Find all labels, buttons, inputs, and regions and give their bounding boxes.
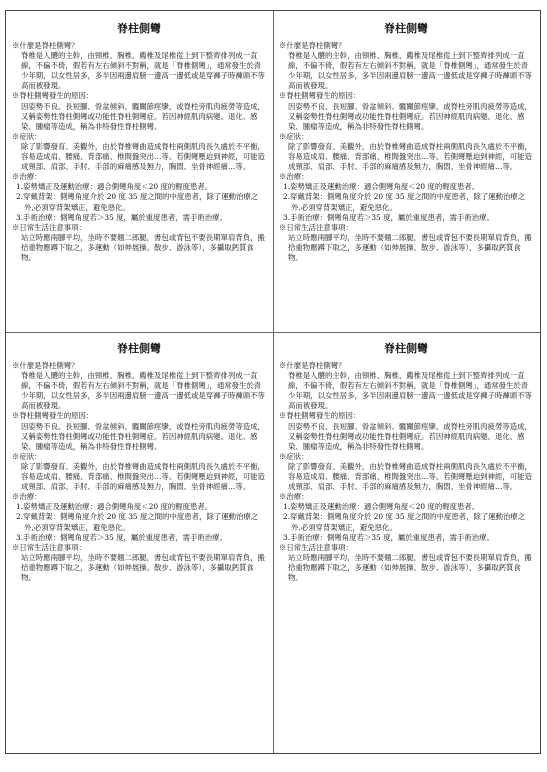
section-symptom-body: 除了影響發育、美觀外，由於脊椎彎曲造成脊柱兩側肌肉長久處於不平衡，容易造成肩、腰痛、背部痛、椎間盤突出…等。若側彎壓迫到神經，可能造成頸部、肩部、手肘、手部的麻痛感及無力，胸悶、坐骨神經痛…等。 bbox=[21, 461, 265, 492]
section-symptom-body: 除了影響發育、美觀外，由於脊椎彎曲造成脊柱兩側肌肉長久處於不平衡，容易造成肩、腰痛、背部痛、椎間盤突出…等。若側彎壓迫到神經，可能造成頸部、肩部、手肘、手部的麻痛感及無力，胸悶、坐骨神經痛…等。 bbox=[21, 141, 265, 172]
section-cause-heading: ※脊柱側彎發生的原因： bbox=[279, 91, 361, 101]
horizontal-cut-line bbox=[6, 332, 540, 333]
card-title: 脊柱側彎 bbox=[117, 342, 161, 355]
treatment-item: 2.穿戴背架：側彎角度介於 20 度 35 度之間的中度患者，除了運動治療之外,必須穿背架矯正，避免惡化。 bbox=[283, 512, 526, 532]
section-symptom-heading: ※症狀： bbox=[12, 131, 42, 141]
section-what-heading: ※什麼是脊柱側彎？ bbox=[279, 41, 346, 50]
treatment-item: 3.手術治療：側彎角度若＞35 度，屬於重度患者，需手術治療。 bbox=[283, 532, 494, 542]
info-card-top-left bbox=[12, 22, 266, 322]
card-title: 脊柱側彎 bbox=[384, 342, 428, 355]
section-daily-body: 站立時應兩腳平均，坐時不要翹二郎腿，書包或背包不要長期單肩背負，搬拾重物應蹲下取之，多運動（如伸展操、散步、游泳等），多攝取鈣質食物。 bbox=[288, 232, 532, 262]
section-treatment-heading: ※治療： bbox=[12, 492, 42, 502]
section-cause-heading: ※脊柱側彎發生的原因： bbox=[279, 411, 361, 421]
section-daily-heading: ※日常生活注意事項： bbox=[12, 542, 86, 552]
treatment-item: 2.穿戴背架：側彎角度介於 20 度 35 度之間的中度患者，除了運動治療之外,必須穿背架矯正，避免惡化。 bbox=[16, 192, 259, 212]
section-cause-body: 因姿勢不良、長短腳、骨盆傾斜、髖關節痙攣，或脊柱旁肌肉疲勞等造成，又稱姿勢性脊柱側彎或功能性脊柱側彎症。若因神經肌肉病變、退化、感染、腫瘤等造成，稱為非特發性脊柱側彎。 bbox=[21, 421, 265, 451]
section-daily-heading: ※日常生活注意事項： bbox=[279, 222, 353, 232]
section-treatment-heading: ※治療： bbox=[12, 172, 42, 182]
section-what-body: 脊椎是人體的主幹，由頸椎、胸椎、薦椎及尾椎從上到下整齊排列成一直線，不偏不倚，假若有左右傾斜不對稱，就是「脊椎側彎」，通常發生於青少年期，以女性居多，多半因兩邊肩膀一邊高一邊低或是穿褲子時褲頭不等高而被發現。 bbox=[21, 371, 265, 411]
section-treatment-heading: ※治療： bbox=[279, 492, 309, 502]
section-daily-heading: ※日常生活注意事項： bbox=[279, 542, 353, 552]
info-card-bottom-left bbox=[12, 342, 266, 642]
card-title: 脊柱側彎 bbox=[117, 22, 161, 35]
section-what-heading: ※什麼是脊柱側彎？ bbox=[12, 361, 79, 370]
treatment-item: 3.手術治療：側彎角度若＞35 度，屬於重度患者，需手術治療。 bbox=[16, 532, 227, 542]
info-card-top-right bbox=[279, 22, 533, 322]
section-cause-body: 因姿勢不良、長短腳、骨盆傾斜、髖關節痙攣，或脊柱旁肌肉疲勞等造成，又稱姿勢性脊柱側彎或功能性脊柱側彎症。若因神經肌肉病變、退化、感染、腫瘤等造成，稱為非特發性脊柱側彎。 bbox=[288, 101, 532, 131]
card-title: 脊柱側彎 bbox=[384, 22, 428, 35]
section-cause-heading: ※脊柱側彎發生的原因： bbox=[12, 411, 94, 421]
treatment-item: 3.手術治療：側彎角度若＞35 度，屬於重度患者，需手術治療。 bbox=[16, 212, 227, 222]
treatment-item: 1.姿勢矯正及運動治療：適合側彎角度＜20 度的輕度患者。 bbox=[16, 502, 213, 512]
treatment-item: 1.姿勢矯正及運動治療：適合側彎角度＜20 度的輕度患者。 bbox=[283, 502, 480, 512]
treatment-item: 2.穿戴背架：側彎角度介於 20 度 35 度之間的中度患者，除了運動治療之外,必須穿背架矯正，避免惡化。 bbox=[283, 192, 526, 212]
section-symptom-heading: ※症狀： bbox=[279, 131, 309, 141]
section-what-heading: ※什麼是脊柱側彎？ bbox=[279, 361, 346, 370]
section-daily-body: 站立時應兩腳平均，坐時不要翹二郎腿，書包或背包不要長期單肩背負，搬拾重物應蹲下取之，多運動（如伸展操、散步、游泳等），多攝取鈣質食物。 bbox=[21, 232, 265, 262]
info-card-bottom-right bbox=[279, 342, 533, 642]
section-symptom-heading: ※症狀： bbox=[279, 451, 309, 461]
section-what-body: 脊椎是人體的主幹，由頸椎、胸椎、薦椎及尾椎從上到下整齊排列成一直線，不偏不倚，假若有左右傾斜不對稱，就是「脊椎側彎」，通常發生於青少年期，以女性居多，多半因兩邊肩膀一邊高一邊低或是穿褲子時褲頭不等高而被發現。 bbox=[21, 51, 265, 91]
section-cause-body: 因姿勢不良、長短腳、骨盆傾斜、髖關節痙攣，或脊柱旁肌肉疲勞等造成，又稱姿勢性脊柱側彎或功能性脊柱側彎症。若因神經肌肉病變、退化、感染、腫瘤等造成，稱為非特發性脊柱側彎。 bbox=[21, 101, 265, 131]
vertical-cut-line bbox=[273, 11, 274, 753]
treatment-item: 2.穿戴背架：側彎角度介於 20 度 35 度之間的中度患者，除了運動治療之外,必須穿背架矯正，避免惡化。 bbox=[16, 512, 259, 532]
section-daily-heading: ※日常生活注意事項： bbox=[12, 222, 86, 232]
section-what-body: 脊椎是人體的主幹，由頸椎、胸椎、薦椎及尾椎從上到下整齊排列成一直線，不偏不倚，假若有左右傾斜不對稱，就是「脊椎側彎」，通常發生於青少年期，以女性居多，多半因兩邊肩膀一邊高一邊低或是穿褲子時褲頭不等高而被發現。 bbox=[288, 51, 532, 91]
treatment-item: 1.姿勢矯正及運動治療：適合側彎角度＜20 度的輕度患者。 bbox=[283, 182, 480, 192]
treatment-item: 1.姿勢矯正及運動治療：適合側彎角度＜20 度的輕度患者。 bbox=[16, 182, 213, 192]
section-symptom-heading: ※症狀： bbox=[12, 451, 42, 461]
section-symptom-body: 除了影響發育、美觀外，由於脊椎彎曲造成脊柱兩側肌肉長久處於不平衡，容易造成肩、腰痛、背部痛、椎間盤突出…等。若側彎壓迫到神經，可能造成頸部、肩部、手肘、手部的麻痛感及無力，胸悶、坐骨神經痛…等。 bbox=[288, 141, 532, 172]
section-cause-body: 因姿勢不良、長短腳、骨盆傾斜、髖關節痙攣，或脊柱旁肌肉疲勞等造成，又稱姿勢性脊柱側彎或功能性脊柱側彎症。若因神經肌肉病變、退化、感染、腫瘤等造成，稱為非特發性脊柱側彎。 bbox=[288, 421, 532, 451]
section-symptom-body: 除了影響發育、美觀外，由於脊椎彎曲造成脊柱兩側肌肉長久處於不平衡，容易造成肩、腰痛、背部痛、椎間盤突出…等。若側彎壓迫到神經，可能造成頸部、肩部、手肘、手部的麻痛感及無力，胸悶、坐骨神經痛…等。 bbox=[288, 461, 532, 492]
section-daily-body: 站立時應兩腳平均，坐時不要翹二郎腿，書包或背包不要長期單肩背負，搬拾重物應蹲下取之，多運動（如伸展操、散步、游泳等），多攝取鈣質食物。 bbox=[21, 552, 265, 582]
section-what-body: 脊椎是人體的主幹，由頸椎、胸椎、薦椎及尾椎從上到下整齊排列成一直線，不偏不倚，假若有左右傾斜不對稱，就是「脊椎側彎」，通常發生於青少年期，以女性居多，多半因兩邊肩膀一邊高一邊低或是穿褲子時褲頭不等高而被發現。 bbox=[288, 371, 532, 411]
section-treatment-heading: ※治療： bbox=[279, 172, 309, 182]
section-what-heading: ※什麼是脊柱側彎？ bbox=[12, 41, 79, 50]
section-daily-body: 站立時應兩腳平均，坐時不要翹二郎腿，書包或背包不要長期單肩背負，搬拾重物應蹲下取之，多運動（如伸展操、散步、游泳等），多攝取鈣質食物。 bbox=[288, 552, 532, 582]
treatment-item: 3.手術治療：側彎角度若＞35 度，屬於重度患者，需手術治療。 bbox=[283, 212, 494, 222]
section-cause-heading: ※脊柱側彎發生的原因： bbox=[12, 91, 94, 101]
